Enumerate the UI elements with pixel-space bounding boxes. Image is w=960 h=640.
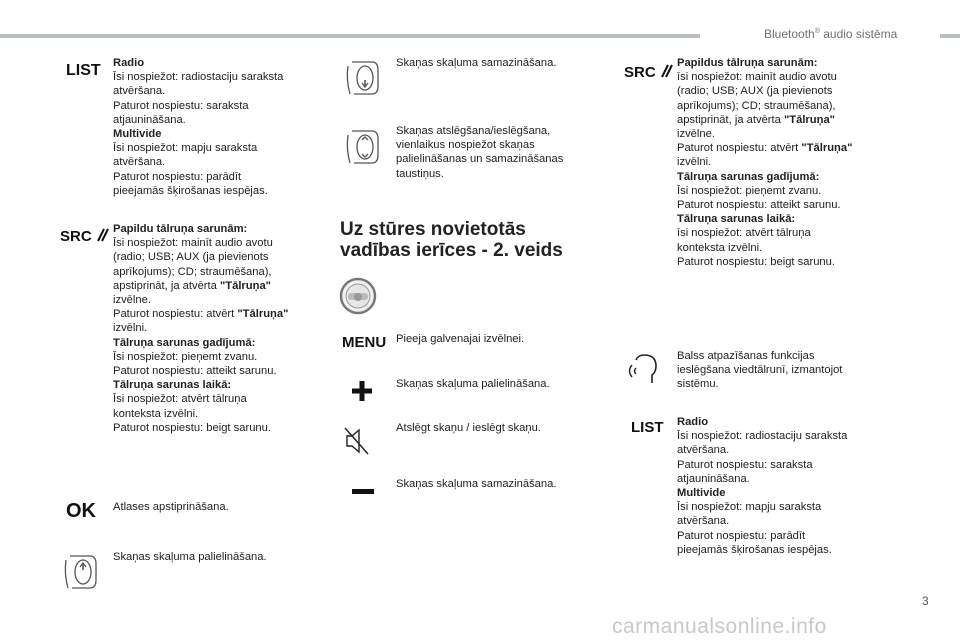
minus-description: Skaņas skaļuma samazināšana. (396, 478, 557, 490)
ok-icon: OK (66, 500, 96, 522)
mute2-description: Atslēgt skaņu / ieslēgt skaņu. (396, 422, 541, 434)
vol-up-description-1: Skaņas skaļuma palielināšana. (113, 551, 267, 563)
ok-description: Atlases apstiprināšana. (113, 501, 229, 513)
list-icon-2: LIST (631, 419, 664, 436)
watermark: carmanualsonline.info (612, 615, 827, 638)
list-description: Radio Īsi nospiežot: radiostaciju saraksta atvēršana. Paturot nospiestu: saraksta atjaunināšana. Multivide Īsi nospiežot: mapju saraksta atvēršana. Paturot nospiestu: parādīt pieejamās šķirošanas iespējas. (113, 57, 284, 197)
menu-description: Pieeja galvenajai izvēlnei. (396, 333, 525, 345)
src-phone-icon-2: SRC (624, 63, 674, 81)
src-description: Papildu tālruņa sarunām: Īsi nospiežot: mainīt audio avotu (radio; USB; AUX (ja pievienots aprīkojums); CD; straumēšana), apstiprināt, ja atvērta "Tālruņa" izvēlne. Paturot nospiestu: atvērt "Tālruņa" izvēlni. Tālruņa sarunas gadījumā: Īsi nospiežot: pieņemt zvanu. Paturot nospiestu: atteikt sarunu. Tālruņa sarunas laikā: Īsi nospiežot: atvērt tālruņa konteksta izvēlni. Paturot nospiestu: beigt sarunu. (113, 223, 289, 434)
steering-wheel-icon (338, 276, 378, 316)
plus-icon (352, 381, 372, 401)
voice-description: Balss atpazīšanas funkcijas ieslēgšana viedtālrunī, izmantojot sistēmu. (677, 350, 843, 391)
plus-description: Skaņas skaļuma palielināšana. (396, 378, 550, 390)
voice-recognition-icon (628, 352, 662, 386)
steering-control-icon (58, 550, 102, 594)
mute-speaker-icon (344, 427, 370, 455)
steering-control-both-icon (340, 125, 384, 169)
page-tab-marker (940, 34, 960, 38)
page-number: 3 (922, 594, 929, 608)
header-rule (0, 34, 700, 38)
src-phone-icon: SRC (60, 227, 110, 245)
menu-icon: MENU (342, 334, 387, 351)
mute-description: Skaņas atslēgšana/ieslēgšana, vienlaikus nospiežot skaņas palielināšanas un samazināšanas taustiņus. (396, 125, 564, 180)
page-header: Bluetooth® audio sistēma (764, 27, 898, 41)
section-title: Uz stūres novietotās vadības ierīces - 2. veids (340, 219, 563, 261)
steering-control-down-icon (340, 56, 384, 100)
src-description-2: Papildus tālruņa sarunām: īsi nospiežot: mainīt audio avotu (radio; USB; AUX (ja pievienots aprīkojums); CD; straumēšana), apstiprināt, ja atvērta "Tālruņa" izvēlne. Paturot nospiestu: atvērt "Tālruņa" izvēlni. Tālruņa sarunas gadījumā: Īsi nospiežot: pieņemt zvanu. Paturot nospiestu: atteikt sarunu. Tālruņa sarunas laikā: īsi nospiežot: atvērt tālruņa konteksta izvēlni. Paturot nospiestu: beigt sarunu. (677, 57, 853, 268)
list-icon: LIST (66, 62, 101, 79)
minus-icon (352, 489, 374, 495)
list-description-2: Radio Īsi nospiežot: radiostaciju saraksta atvēršana. Paturot nospiestu: saraksta atjaunināšana. Multivide Īsi nospiežot: mapju saraksta atvēršana. Paturot nospiestu: parādīt pieejamās šķirošanas iespējas. (677, 416, 848, 556)
vol-down-description-1: Skaņas skaļuma samazināšana. (396, 57, 557, 69)
